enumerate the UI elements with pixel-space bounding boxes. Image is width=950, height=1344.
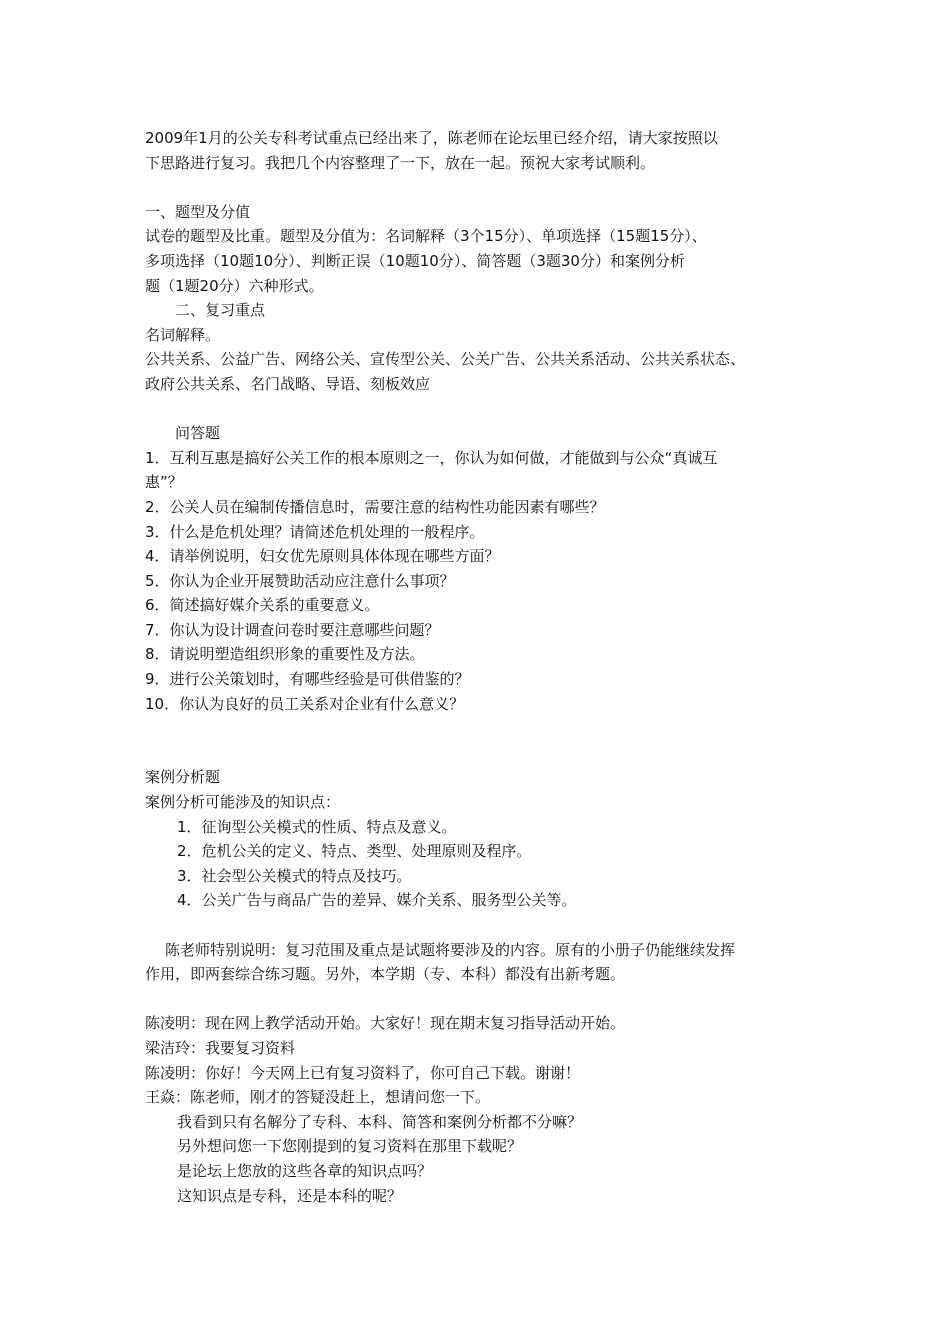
paragraph-line: 多项选择（10题10分）、判断正误（10题10分）、简答题（3题30分）和案例分析 — [145, 251, 685, 270]
list-item: 1．互利互惠是搞好公关工作的根本原则之一，你认为如何做，才能做到与公众“真诚互 — [145, 448, 718, 467]
spacer — [145, 987, 825, 1012]
section-heading-review-focus: 二、复习重点 — [175, 301, 266, 320]
list-item: 10．你认为良好的员工关系对企业有什么意义？ — [145, 694, 465, 713]
dialogue-line: 陈凌明：你好！今天网上已有复习资料了，你可自己下载。谢谢！ — [145, 1063, 581, 1082]
document-body — [145, 126, 825, 1208]
list-item: 3．社会型公关模式的特点及技巧。 — [177, 866, 412, 885]
followup-line: 这知识点是专科，还是本科的呢？ — [177, 1186, 403, 1205]
dialogue-line: 陈凌明：现在网上教学活动开始。大家好！现在期末复习指导活动开始。 — [145, 1014, 626, 1033]
intro-line: 2009年1月的公关专科考试重点已经出来了，陈老师在论坛里已经介绍，请大家按照以 — [145, 129, 718, 147]
list-item: 4．请举例说明，妇女优先原则具体体现在哪些方面？ — [145, 547, 500, 566]
followup-line: 我看到只有名解分了专科、本科、简答和案例分析都不分嘛？ — [177, 1112, 583, 1131]
intro-paragraph — [145, 126, 825, 175]
list-item: 2．危机公关的定义、特点、类型、处理原则及程序。 — [177, 842, 532, 861]
qa-heading: 问答题 — [175, 424, 221, 443]
list-item: 8．请说明塑造组织形象的重要性及方法。 — [145, 645, 425, 664]
spacer — [145, 716, 825, 741]
section-heading-question-types: 一、题型及分值 — [145, 202, 251, 221]
followup-line: 是论坛上您放的这些各章的知识点吗？ — [177, 1161, 433, 1180]
qa-list — [145, 446, 825, 717]
spacer — [145, 913, 825, 938]
list-item: 3．什么是危机处理？请简述危机处理的一般程序。 — [145, 522, 485, 541]
list-item: 4．公关广告与商品广告的差异、媒介关系、服务型公关等。 — [177, 891, 577, 910]
terms-line: 公共关系、公益广告、网络公关、宣传型公关、公关广告、公共关系活动、公共关系状态、 — [145, 350, 746, 369]
note-line: 陈老师特别说明：复习范围及重点是试题将要涉及的内容。原有的小册子仍能继续发挥 — [165, 940, 736, 959]
spacer — [145, 175, 825, 200]
paragraph-line: 试卷的题型及比重。题型及分值为：名词解释（3个15分）、单项选择（15题15分）、 — [145, 227, 707, 246]
list-item: 1．征询型公关模式的性质、特点及意义。 — [177, 817, 457, 836]
followup-line: 另外想问您一下您刚提到的复习资料在那里下载呢？ — [177, 1137, 523, 1156]
list-item: 9．进行公关策划时，有哪些经验是可供借鉴的？ — [145, 670, 470, 689]
dialogue-line: 梁洁玲：我要复习资料 — [145, 1038, 296, 1057]
spacer — [145, 741, 825, 766]
terms-line: 政府公共关系、名门战略、导语、刻板效应 — [145, 374, 431, 393]
dialogue — [145, 1011, 825, 1208]
case-subheading: 案例分析可能涉及的知识点： — [145, 793, 341, 812]
list-item: 7．你认为设计调查问卷时要注意哪些问题？ — [145, 620, 440, 639]
teacher-note — [145, 938, 825, 987]
list-item: 2．公关人员在编制传播信息时，需要注意的结构性功能因素有哪些？ — [145, 497, 605, 516]
note-line: 作用，即两套综合练习题。另外，本学期（专、本科）都没有出新考题。 — [145, 965, 626, 984]
terms-heading: 名词解释。 — [145, 325, 221, 344]
paragraph-line: 题（1题20分）六种形式。 — [145, 276, 324, 295]
dialogue-line: 王焱：陈老师，刚才的答疑没赶上，想请问您一下。 — [145, 1088, 491, 1107]
question-types-paragraph — [145, 224, 825, 298]
case-list — [145, 815, 825, 913]
list-item: 惠”？ — [145, 473, 183, 492]
case-heading: 案例分析题 — [145, 768, 221, 787]
spacer — [145, 397, 825, 422]
list-item: 6．简述搞好媒介关系的重要意义。 — [145, 596, 380, 615]
list-item: 5．你认为企业开展赞助活动应注意什么事项？ — [145, 571, 455, 590]
terms-list — [145, 347, 825, 396]
intro-line: 下思路进行复习。我把几个内容整理了一下，放在一起。预祝大家考试顺利。 — [145, 153, 656, 172]
